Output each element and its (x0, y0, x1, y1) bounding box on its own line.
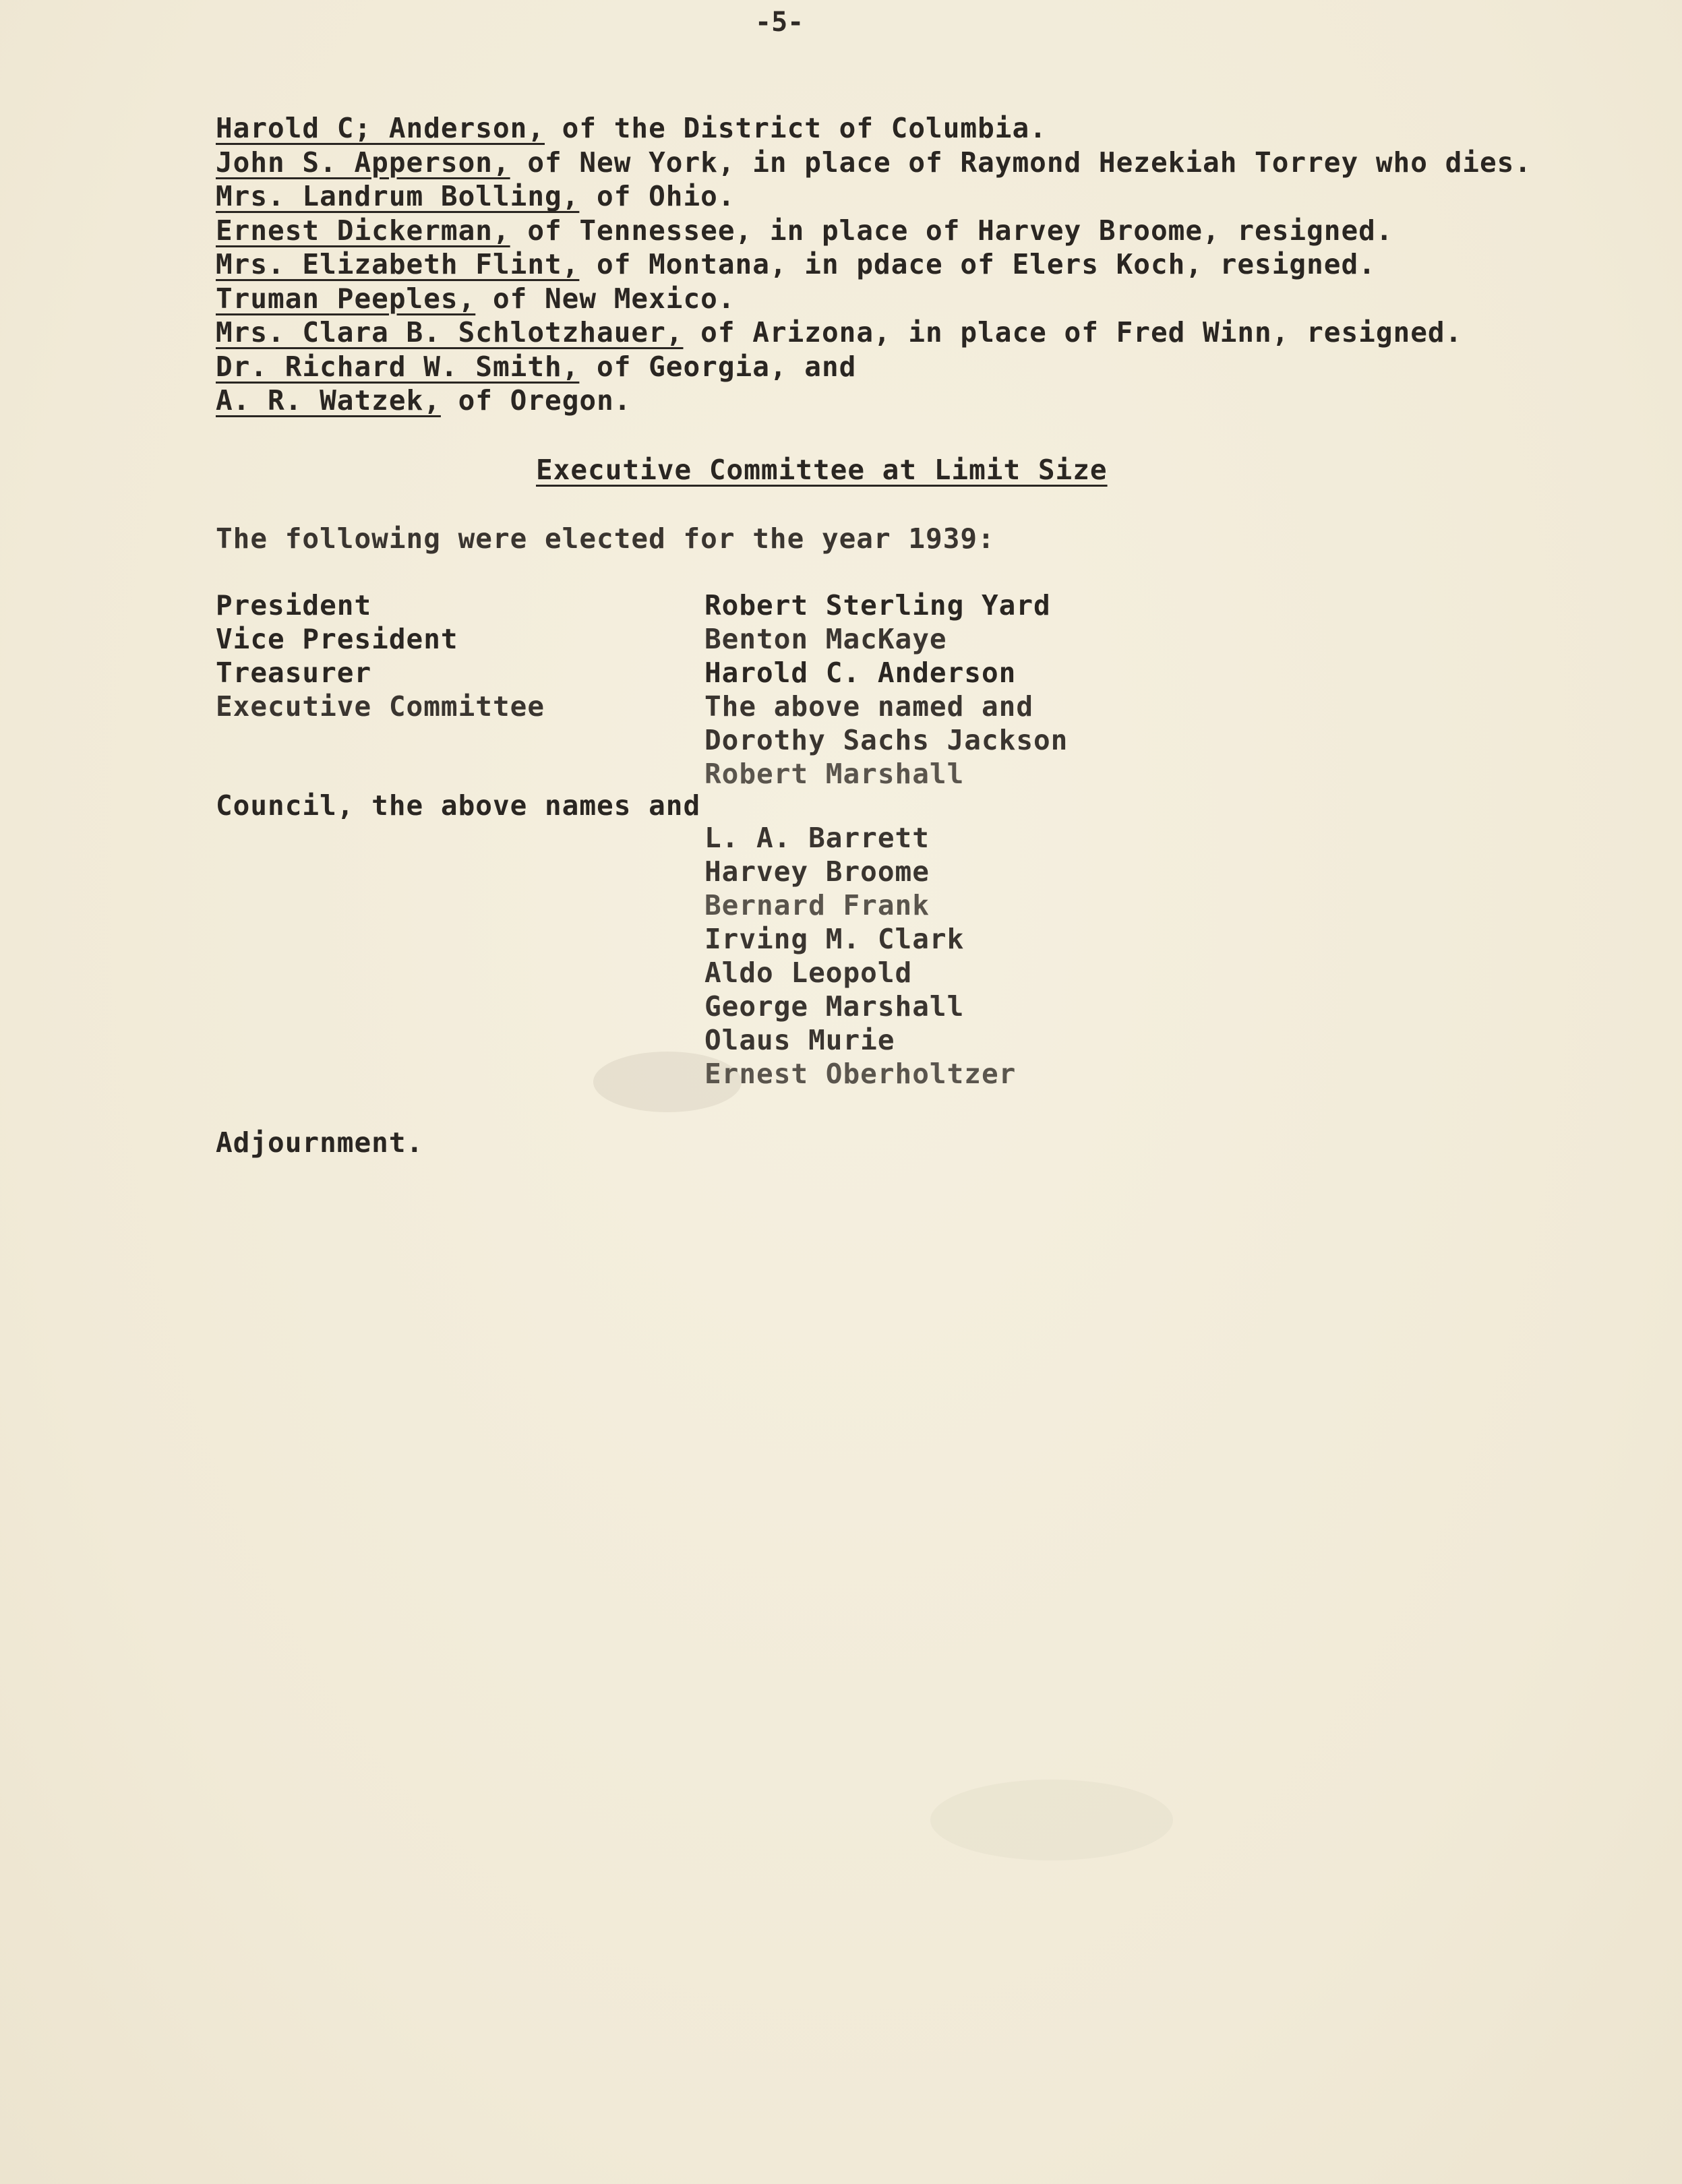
appointee-details: of Oregon. (440, 384, 632, 417)
officer-name: Robert Sterling Yard (704, 589, 1051, 621)
appointee-details: of Ohio. (579, 180, 735, 212)
appointment-line (216, 146, 1532, 180)
officer-name: Dorothy Sachs Jackson (704, 724, 1069, 756)
officer-role: President (216, 589, 372, 621)
appointee-name: Mrs. Clara B. Schlotzhauer, (216, 316, 684, 348)
appointee-name: A. R. Watzek, (216, 384, 441, 417)
appointee-details: of Tennessee, in place of Harvey Broome, resigned. (510, 214, 1393, 247)
council-member: Harvey Broome (704, 855, 930, 888)
officer-name: Benton MacKaye (704, 623, 947, 655)
appointee-name: Harold C; Anderson, (216, 112, 545, 144)
appointee-details: of the District of Columbia. (545, 112, 1047, 144)
appointment-line (216, 315, 1532, 350)
council-member: Irving M. Clark (704, 923, 965, 955)
officer-name: Harold C. Anderson (704, 657, 1017, 689)
appointments-list (216, 111, 1532, 418)
appointment-line (216, 214, 1532, 248)
appointment-line (216, 247, 1532, 282)
council-member: George Marshall (704, 990, 965, 1023)
council-label: Council, the above names and (216, 789, 701, 822)
appointee-name: Mrs. Landrum Bolling, (216, 180, 580, 212)
officer-role: Vice President (216, 623, 458, 655)
appointee-name: Dr. Richard W. Smith, (216, 350, 580, 383)
appointment-line (216, 350, 1532, 384)
page-number: -5- (755, 7, 804, 38)
council-member: Bernard Frank (704, 889, 930, 921)
appointee-details: of Arizona, in place of Fred Winn, resigned. (683, 316, 1463, 348)
appointee-details: of New York, in place of Raymond Hezekiah Torrey who dies. (510, 146, 1532, 179)
council-members-list (704, 821, 1016, 1091)
appointee-details: of New Mexico. (475, 282, 735, 315)
council-member: L. A. Barrett (704, 822, 930, 854)
appointee-name: Ernest Dickerman, (216, 214, 510, 247)
appointment-line (216, 179, 1532, 214)
officer-name: The above named and (704, 690, 1033, 723)
council-member: Aldo Leopold (704, 957, 913, 989)
officer-name: Robert Marshall (704, 758, 965, 790)
appointment-line (216, 282, 1532, 316)
appointee-name: Truman Peeples, (216, 282, 476, 315)
election-intro: The following were elected for the year 1939: (216, 522, 995, 555)
officer-role: Treasurer (216, 657, 372, 689)
appointee-details: of Georgia, and (579, 350, 857, 383)
section-heading: Executive Committee at Limit Size (536, 454, 1108, 486)
appointment-line (216, 384, 1532, 418)
appointee-name: Mrs. Elizabeth Flint, (216, 248, 580, 280)
appointee-details: of Montana, in pdace of Elers Koch, resigned. (579, 248, 1376, 280)
council-member: Ernest Oberholtzer (704, 1058, 1017, 1090)
council-member: Olaus Murie (704, 1024, 895, 1056)
appointee-name: John S. Apperson, (216, 146, 510, 179)
appointment-line (216, 111, 1532, 146)
closing-line: Adjournment. (216, 1126, 424, 1159)
officer-role: Executive Committee (216, 690, 545, 723)
paper-stain (930, 1780, 1173, 1860)
